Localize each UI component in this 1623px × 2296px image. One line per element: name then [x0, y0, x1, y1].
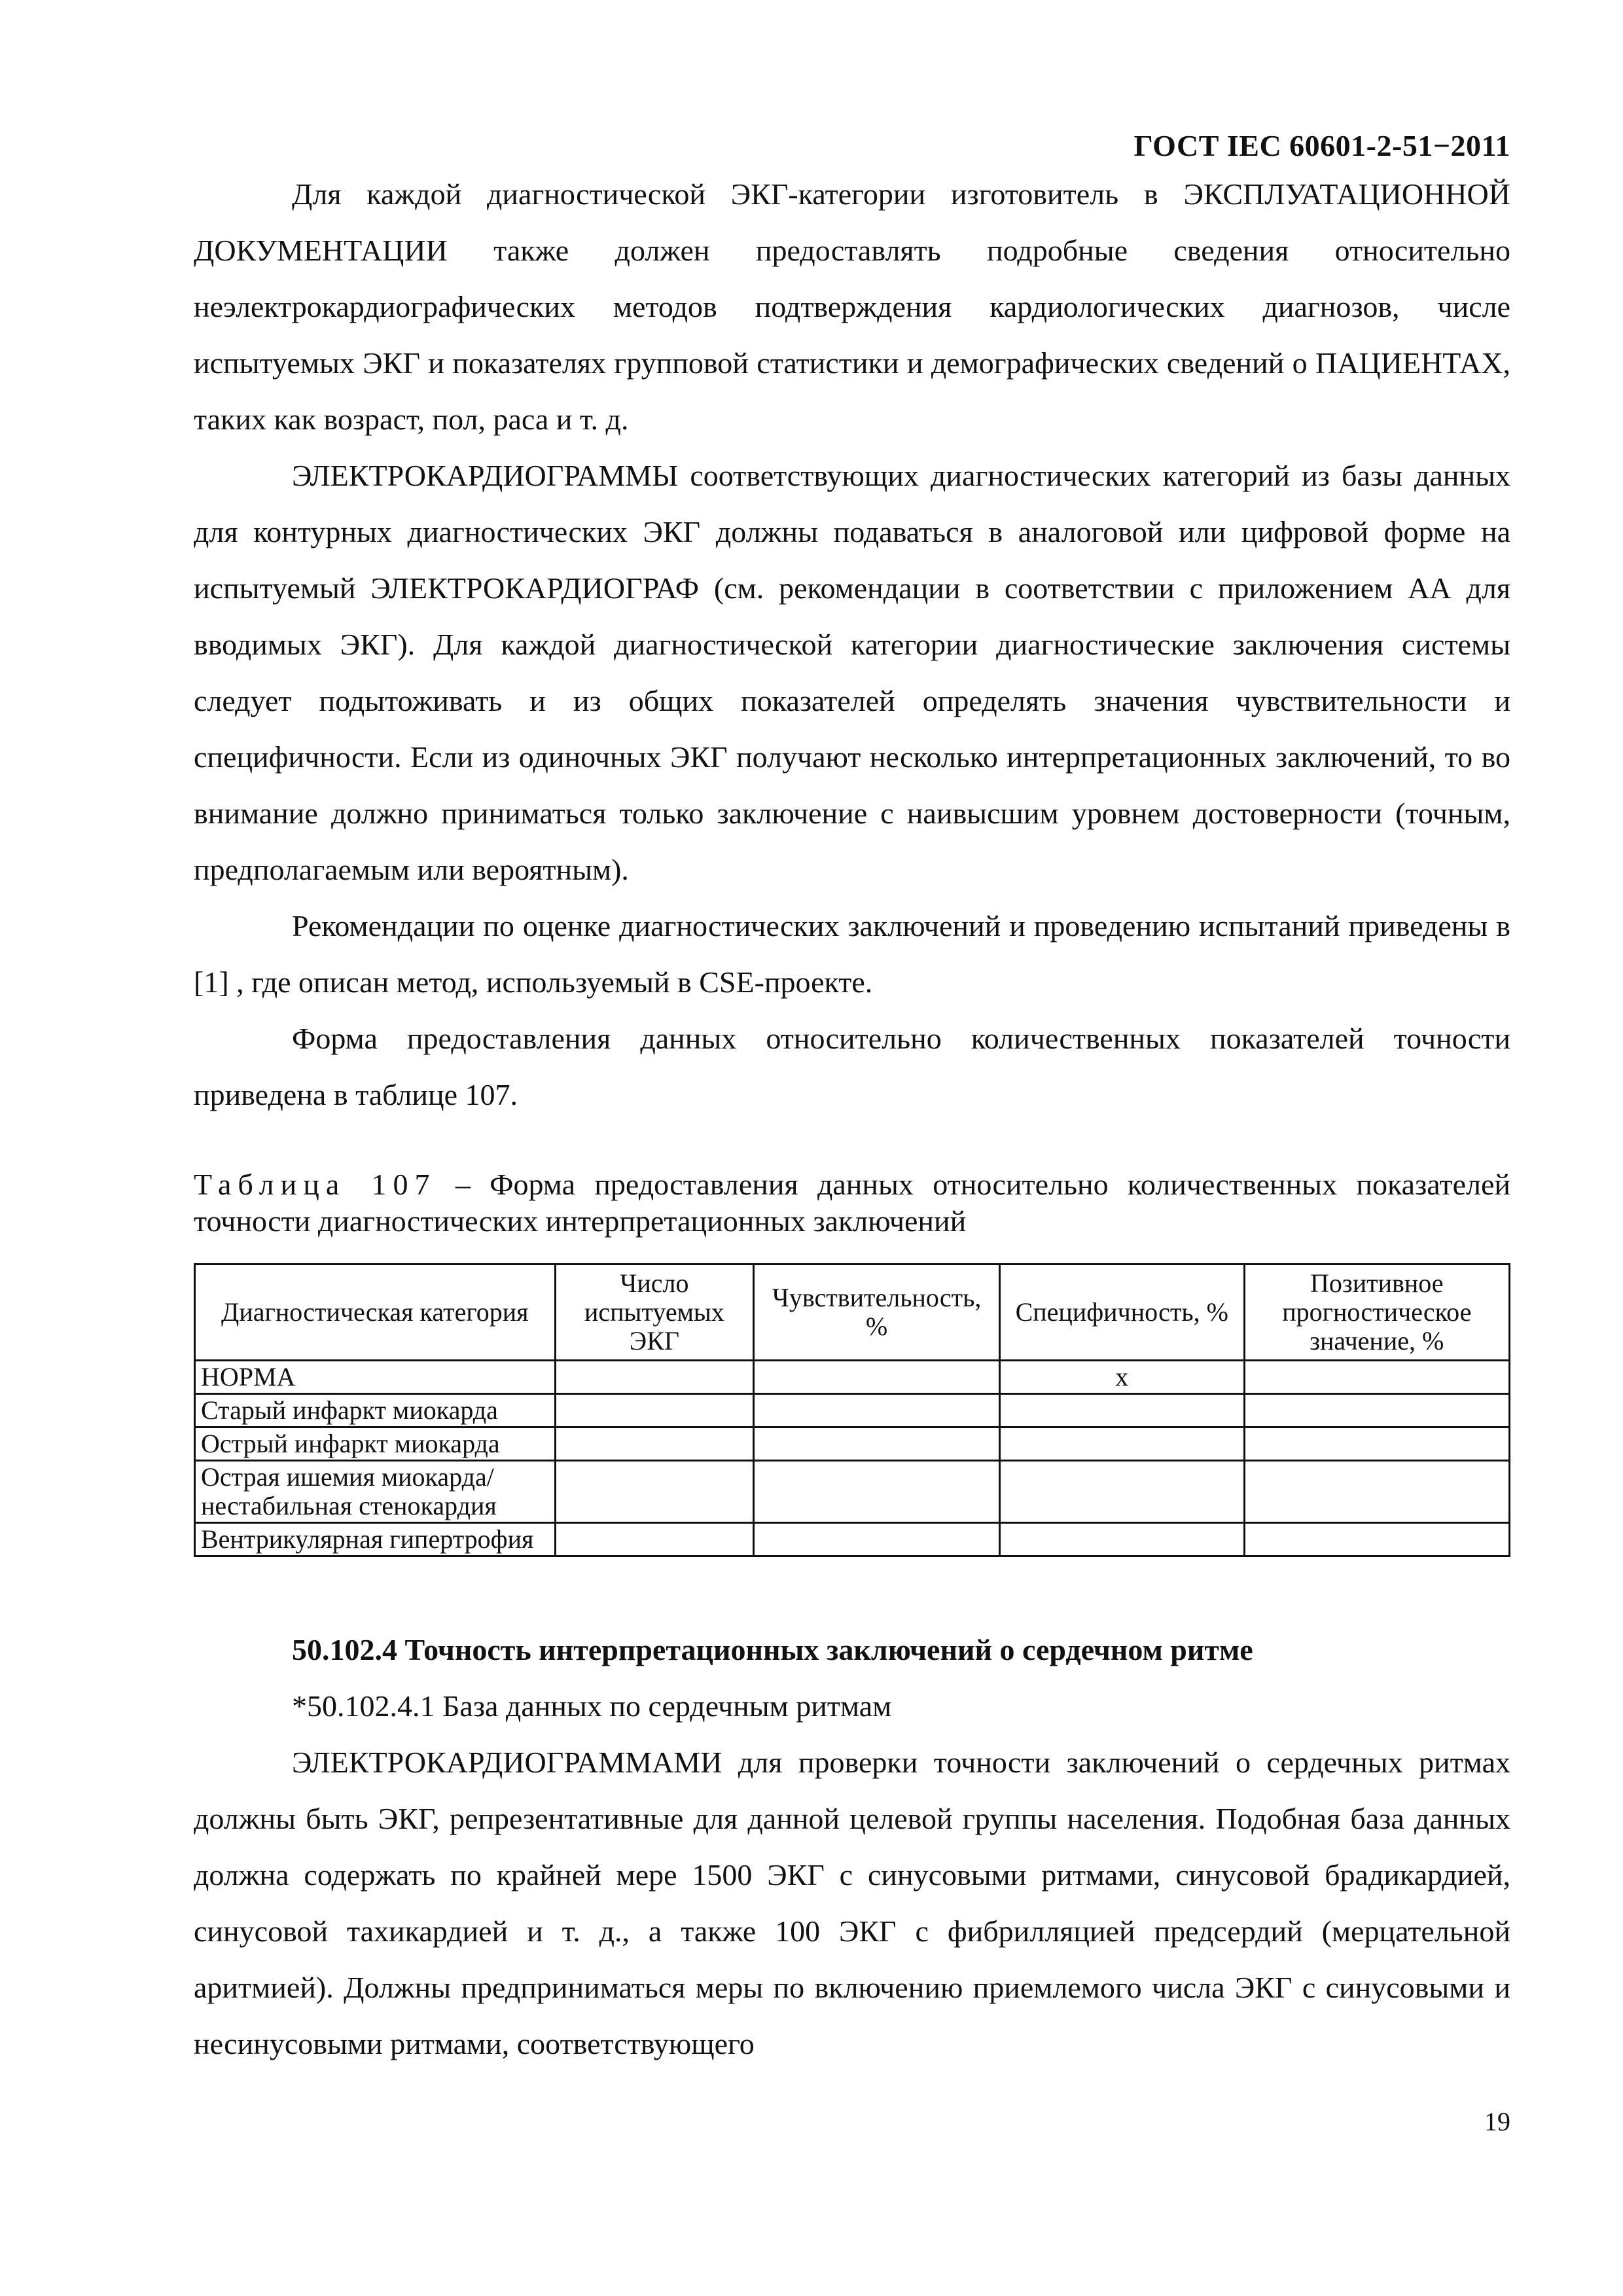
paragraph: Для каждой диагностической ЭКГ-категории изготовитель в ЭКСПЛУАТАЦИОННОЙ ДОКУМЕНТАЦИИ также должен предоставлять подробные сведения относительно неэлектрокардиографических методов подтверждения кардиологических диагнозов, числе испытуемых ЭКГ и показателях групповой статистики и демографических сведений о ПАЦИЕНТАХ, таких как возраст, пол, раса и т. д. — [194, 177, 1510, 436]
section-heading: 50.102.4 Точность интерпретационных заключений о сердечном ритме — [292, 1633, 1253, 1666]
column-header: Диагностическая категория — [195, 1265, 556, 1361]
paragraph: ЭЛЕКТРОКАРДИОГРАММЫ соответствующих диагностических категорий из базы данных для контурных диагностических ЭКГ должны подаваться в аналоговой или цифровой форме на испытуемый ЭЛЕКТРОКАРДИОГРАФ (см. рекомендации в соответствии с приложением АА для вводимых ЭКГ). Для каждой диагностической категории диагностические заключения системы следует подытоживать и из общих показателей определять значения чувствительности и специфичности. Если из одиночных ЭКГ получают несколько интерпретационных заключений, то во внимание должно приниматься только заключение с наивысшим уровнем достоверности (точным, предполагаемым или вероятным). — [194, 459, 1510, 886]
table-cell: Острый инфаркт миокарда — [195, 1427, 556, 1461]
table-caption-text: – Форма предоставления данных относительно количественных показателей точности диагностических интерпретационных заключений — [194, 1168, 1510, 1238]
table-cell — [754, 1394, 1000, 1427]
table-cell — [754, 1461, 1000, 1523]
table-caption — [194, 1166, 1510, 1240]
document-standard-id: ГОСТ IEC 60601-2-51−2011 — [1133, 129, 1510, 162]
table-cell — [555, 1361, 754, 1394]
table-cell — [999, 1523, 1244, 1556]
table-header-row — [195, 1265, 1510, 1361]
table-row — [195, 1361, 1510, 1394]
subsection-heading: *50.102.4.1 База данных по сердечным ритмам — [292, 1689, 892, 1723]
table-cell: Старый инфаркт миокарда — [195, 1394, 556, 1427]
table-cell — [1244, 1461, 1509, 1523]
table-row — [195, 1461, 1510, 1523]
table-cell — [1244, 1394, 1509, 1427]
table-cell — [999, 1394, 1244, 1427]
table-cell — [1244, 1523, 1509, 1556]
paragraph: ЭЛЕКТРОКАРДИОГРАММАМИ для проверки точности заключений о сердечных ритмах должны быть ЭКГ, репрезентативные для данной целевой группы населения. Подобная база данных должна содержать по крайней мере 1500 ЭКГ с синусовыми ритмами, синусовой брадикардией, синусовой тахикардией и т. д., а также 100 ЭКГ с фибрилляцией предсердий (мерцательной аритмией). Должны предприниматься меры по включению приемлемого числа ЭКГ с синусовыми и несинусовыми ритмами, соответствующего — [194, 1746, 1510, 2060]
column-header: Число испытуемых ЭКГ — [555, 1265, 754, 1361]
table-cell — [555, 1394, 754, 1427]
paragraph: Форма предоставления данных относительно количественных показателей точности приведена в таблице 107. — [194, 1022, 1510, 1111]
body-text-top — [194, 166, 1510, 1123]
accuracy-table — [194, 1263, 1510, 1557]
table-cell — [754, 1361, 1000, 1394]
table-cell: Вентрикулярная гипертрофия — [195, 1523, 556, 1556]
table-cell: x — [999, 1361, 1244, 1394]
table-cell: НОРМА — [195, 1361, 556, 1394]
table-cell — [555, 1427, 754, 1461]
body-text-bottom — [194, 1734, 1510, 2072]
table-cell — [999, 1461, 1244, 1523]
table-cell — [555, 1461, 754, 1523]
column-header: Чувствительность, % — [754, 1265, 1000, 1361]
table-row — [195, 1523, 1510, 1556]
paragraph: Рекомендации по оценке диагностических заключений и проведению испытаний приведены в [1] , где описан метод, используемый в CSE-проекте. — [194, 909, 1510, 999]
table-cell — [555, 1523, 754, 1556]
table-cell — [754, 1427, 1000, 1461]
page-number: 19 — [1484, 2107, 1510, 2136]
table-cell — [754, 1523, 1000, 1556]
table-cell — [1244, 1361, 1509, 1394]
table-cell — [999, 1427, 1244, 1461]
table-caption-label: Таблица 107 — [194, 1168, 437, 1201]
table-row — [195, 1394, 1510, 1427]
column-header: Специфичность, % — [999, 1265, 1244, 1361]
table-row — [195, 1427, 1510, 1461]
table-cell: Острая ишемия миокарда/ нестабильная стенокардия — [195, 1461, 556, 1523]
table-cell — [1244, 1427, 1509, 1461]
column-header: Позитивное прогностическое значение, % — [1244, 1265, 1509, 1361]
